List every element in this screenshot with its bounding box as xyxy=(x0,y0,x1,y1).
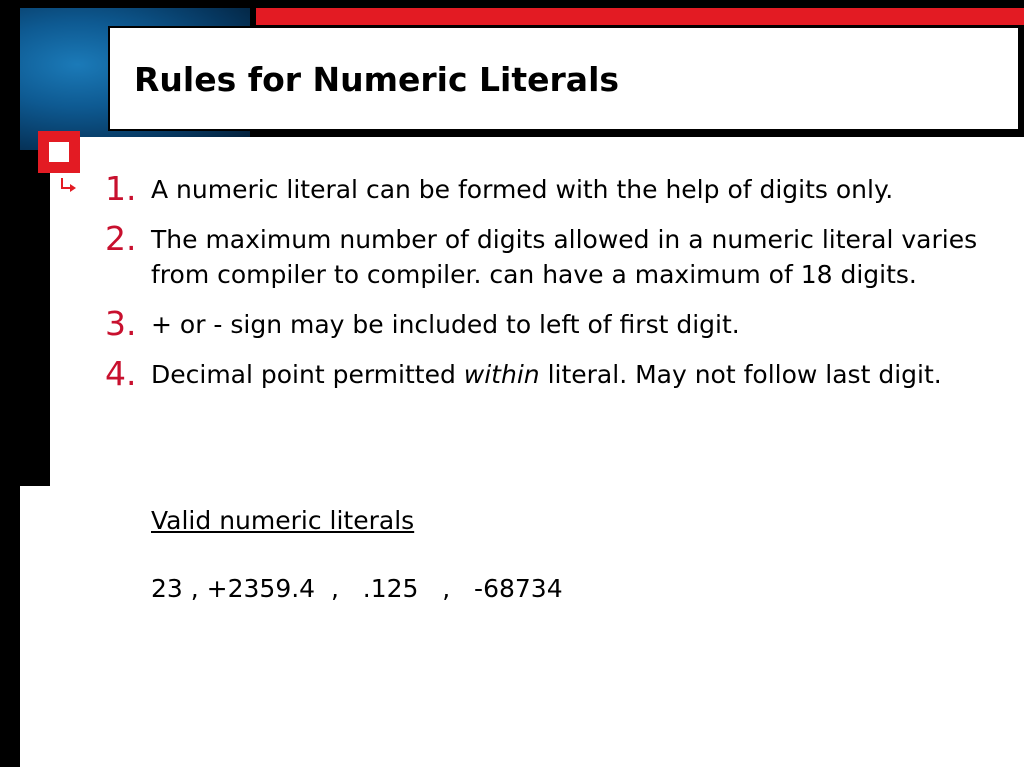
list-item xyxy=(105,219,985,292)
rule-text: The maximum number of digits allowed in a numeric literal varies from compiler to compiler. can have a maximum of 18 digits. xyxy=(151,225,978,289)
list-item xyxy=(105,169,985,208)
content-area-extension xyxy=(20,486,60,767)
return-arrow-icon xyxy=(58,175,80,197)
list-number: 1. xyxy=(105,169,137,208)
rule-text-after: literal. May not follow last digit. xyxy=(539,360,942,389)
title-panel xyxy=(108,26,1020,131)
list-item xyxy=(105,354,985,393)
rule-text: + or - sign may be included to left of first digit. xyxy=(151,310,740,339)
rule-text: A numeric literal can be formed with the help of digits only. xyxy=(151,175,894,204)
rule-text-emphasis: within xyxy=(463,360,540,389)
rule-text-before: Decimal point permitted xyxy=(151,360,464,389)
square-bullet-icon xyxy=(38,131,80,173)
valid-heading xyxy=(151,503,414,538)
list-number: 3. xyxy=(105,304,137,343)
slide-title: Rules for Numeric Literals xyxy=(134,60,620,99)
list-number: 4. xyxy=(105,354,137,393)
valid-heading-text: Valid numeric literals xyxy=(151,506,415,535)
list-number: 2. xyxy=(105,219,137,258)
rules-list xyxy=(105,169,985,407)
valid-values: 23 , +2359.4 , .125 , -68734 xyxy=(151,574,563,603)
list-item xyxy=(105,304,985,343)
red-decorative-bar xyxy=(256,8,1024,25)
